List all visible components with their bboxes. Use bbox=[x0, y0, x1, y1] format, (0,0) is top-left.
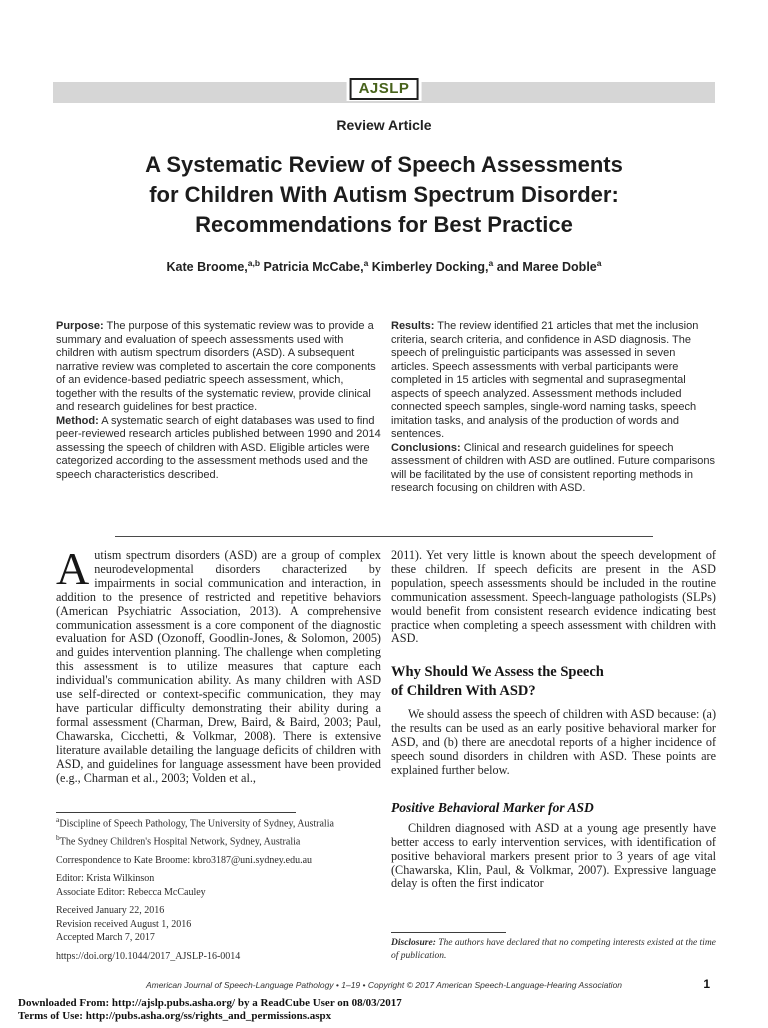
author-affiliation-sup: a bbox=[596, 258, 602, 268]
correspondence-line: Correspondence to Kate Broome: kbro3187@uni.sydney.edu.au bbox=[56, 854, 313, 866]
abstract-conclusions-paragraph bbox=[391, 442, 716, 496]
subsection-heading: Positive Behavioral Marker for ASD bbox=[391, 799, 594, 815]
drop-cap: A bbox=[56, 543, 90, 594]
section-paragraph: We should assess the speech of children with ASD because: (a) the results can be used as an early positive behavioral marker for ASD, and (b) there are anecdotal reports of a higher incidence of speech sound disorders in children with ASD. These points are explained further below. bbox=[391, 707, 716, 777]
title-line-1: A Systematic Review of Speech Assessments bbox=[145, 152, 623, 177]
abstract-method-label: Method: bbox=[56, 414, 99, 427]
doi-line: https://doi.org/10.1044/2017_AJSLP-16-0014 bbox=[56, 950, 241, 962]
section-heading bbox=[391, 663, 716, 701]
author-name: Kate Broome, bbox=[166, 260, 248, 275]
editor-line: Editor: Krista Wilkinson bbox=[56, 873, 155, 884]
download-watermark bbox=[18, 997, 402, 1022]
revision-line: Revision received August 1, 2016 bbox=[56, 918, 192, 930]
article-type-label: Review Article bbox=[336, 117, 432, 133]
ajslp-logo-box bbox=[347, 77, 422, 101]
history-dates bbox=[56, 904, 381, 945]
page-footer bbox=[0, 980, 768, 990]
disclosure-divider bbox=[391, 932, 506, 933]
abstract-results-text: The review identified 21 articles that met the inclusion criteria, search criteria, and confidence in ASD diagnosis. The speech of prelinguistic participants was assessed in seven articles. Speech assessments with verbal participants were completed in 15 articles with segmental and suprasegmental aspects of speech analyzed. Assessment methods included connected speech samples, single-word naming tasks, speech imitation tasks, and analysis of the production of words and sentences. bbox=[391, 320, 699, 440]
abstract-left-column bbox=[56, 320, 381, 496]
abstract-body-divider bbox=[115, 536, 653, 537]
affiliation-text: Discipline of Speech Pathology, The University of Sydney, Australia bbox=[59, 818, 334, 830]
accepted-line: Accepted March 7, 2017 bbox=[56, 932, 155, 943]
ajslp-logo: AJSLP bbox=[350, 78, 419, 100]
affiliation-line bbox=[56, 831, 381, 849]
author-affiliation-sup: a bbox=[488, 258, 494, 268]
abstract-purpose-text: The purpose of this systematic review was to provide a summary and evaluation of speech assessments used with children with autism spectrum disorders (ASD). A subsequent narrative review was completed to ascertain the core components of an evidence-based pediatric speech assessment, which, together with the results of the systematic review, provide clinical and research guidelines for best practice. bbox=[56, 320, 376, 413]
article-body bbox=[56, 543, 716, 963]
associate-editor-line: Associate Editor: Rebecca McCauley bbox=[56, 886, 206, 898]
section-heading-line-1: Why Should We Assess the Speech bbox=[391, 664, 604, 681]
downloaded-from-line: Downloaded From: http://ajslp.pubs.asha.org/ by a ReadCube User on 08/03/2017 bbox=[18, 997, 402, 1009]
footnotes bbox=[56, 812, 381, 963]
abstract-results-paragraph bbox=[391, 320, 716, 442]
page-number: 1 bbox=[703, 977, 710, 991]
abstract-purpose-paragraph bbox=[56, 320, 381, 415]
title-line-2: for Children With Autism Spectrum Disorder: bbox=[149, 182, 619, 207]
disclosure-note bbox=[391, 932, 716, 963]
abstract-conclusions-text: Clinical and research guidelines for speech assessment of children with ASD are outlined. Future comparisons will be facilitated by the use of consistent reporting methods in research focusing on children with ASD. bbox=[391, 441, 716, 494]
abstract-purpose-label: Purpose: bbox=[56, 320, 104, 332]
body-right-column bbox=[391, 549, 716, 963]
author-affiliation-sup: a bbox=[363, 258, 369, 268]
section-heading-line-2: of Children With ASD? bbox=[391, 683, 536, 700]
title-line-3: Recommendations for Best Practice bbox=[195, 212, 573, 237]
abstract-method-paragraph bbox=[56, 415, 381, 483]
author-name: and Maree Doble bbox=[493, 260, 597, 275]
opening-paragraph-text: utism spectrum disorders (ASD) are a group of complex neurodevelopmental disorders characterized by impairments in social communication and interaction, in addition to the presence of restricted and repetitive behaviors (American Psychiatric Association, 2013). A comprehensive communication assessment is a core component of the diagnostic evaluation for ASD (Ozonoff, Goodlin-Jones, & Solomon, 2005) and guides intervention planning. The challenge when completing this assessment is to utilize measures that capture each individual's communication ability. As many children with ASD use self-directed or context-specific communication, they may have particular difficulty demonstrating their ability during a formal assessment (Charman, Drew, Baird, & Baird, 2003; Paul, Chawarska, Cicchetti, & Volkmar, 2008). There is extensive literature available detailing the language deficits of children with ASD, and guidelines for language assessment have been provided (e.g., Charman et al., 2003; Volden et al., bbox=[56, 548, 381, 785]
abstract-method-text: A systematic search of eight databases was used to find peer-reviewed research articles published between 1990 and 2014 assessing the speech of children with ASD. Eligible articles were categorized according to the assessment methods used and the speech characteristics described. bbox=[56, 414, 381, 481]
affiliation-sup: b bbox=[56, 832, 60, 842]
author-name: Patricia McCabe, bbox=[260, 260, 364, 275]
affiliation-line bbox=[56, 813, 381, 831]
editors bbox=[56, 872, 381, 899]
journal-citation-line: American Journal of Speech-Language Pathology • 1–19 • Copyright © 2017 American Speech-Language-Hearing Association bbox=[145, 980, 623, 990]
abstract-conclusions-label: Conclusions: bbox=[391, 441, 461, 454]
author-name: Kimberley Docking, bbox=[368, 260, 489, 275]
continuation-paragraph: 2011). Yet very little is known about the speech development of these children. If speech deficits are present in the ASD population, speech assessments should be included in the routine communication assessment. Speech-language pathologists (SLPs) would benefit from consistent research evidence indicating best practice when completing a speech assessment with children with ASD. bbox=[391, 548, 716, 646]
affiliation-text: The Sydney Children's Hospital Network, Sydney, Australia bbox=[59, 836, 301, 847]
abstract-results-label: Results: bbox=[391, 320, 435, 332]
abstract-right-column bbox=[391, 320, 716, 496]
article-title bbox=[0, 150, 768, 240]
abstract bbox=[56, 320, 716, 496]
disclosure-text: The authors have declared that no competing interests existed at the time of publication. bbox=[391, 938, 716, 961]
received-line: Received January 22, 2016 bbox=[56, 905, 165, 916]
disclosure-label: Disclosure: bbox=[391, 938, 436, 948]
affiliations bbox=[56, 813, 381, 849]
author-affiliation-sup: a,b bbox=[247, 258, 261, 268]
section-paragraph: Children diagnosed with ASD at a young age presently have better access to early intervention services, with identification of positive behavioral markers present prior to 3 years of age vital (Chawarska, Klin, Paul, & Volkmar, 2007). Expressive language delay is often the first indicator bbox=[391, 820, 716, 891]
affiliation-sup: a bbox=[56, 814, 60, 824]
body-left-column bbox=[56, 543, 381, 963]
byline bbox=[0, 258, 768, 274]
terms-of-use-line: Terms of Use: http://pubs.asha.org/ss/rights_and_permissions.aspx bbox=[18, 1009, 332, 1022]
opening-paragraph bbox=[56, 543, 381, 785]
